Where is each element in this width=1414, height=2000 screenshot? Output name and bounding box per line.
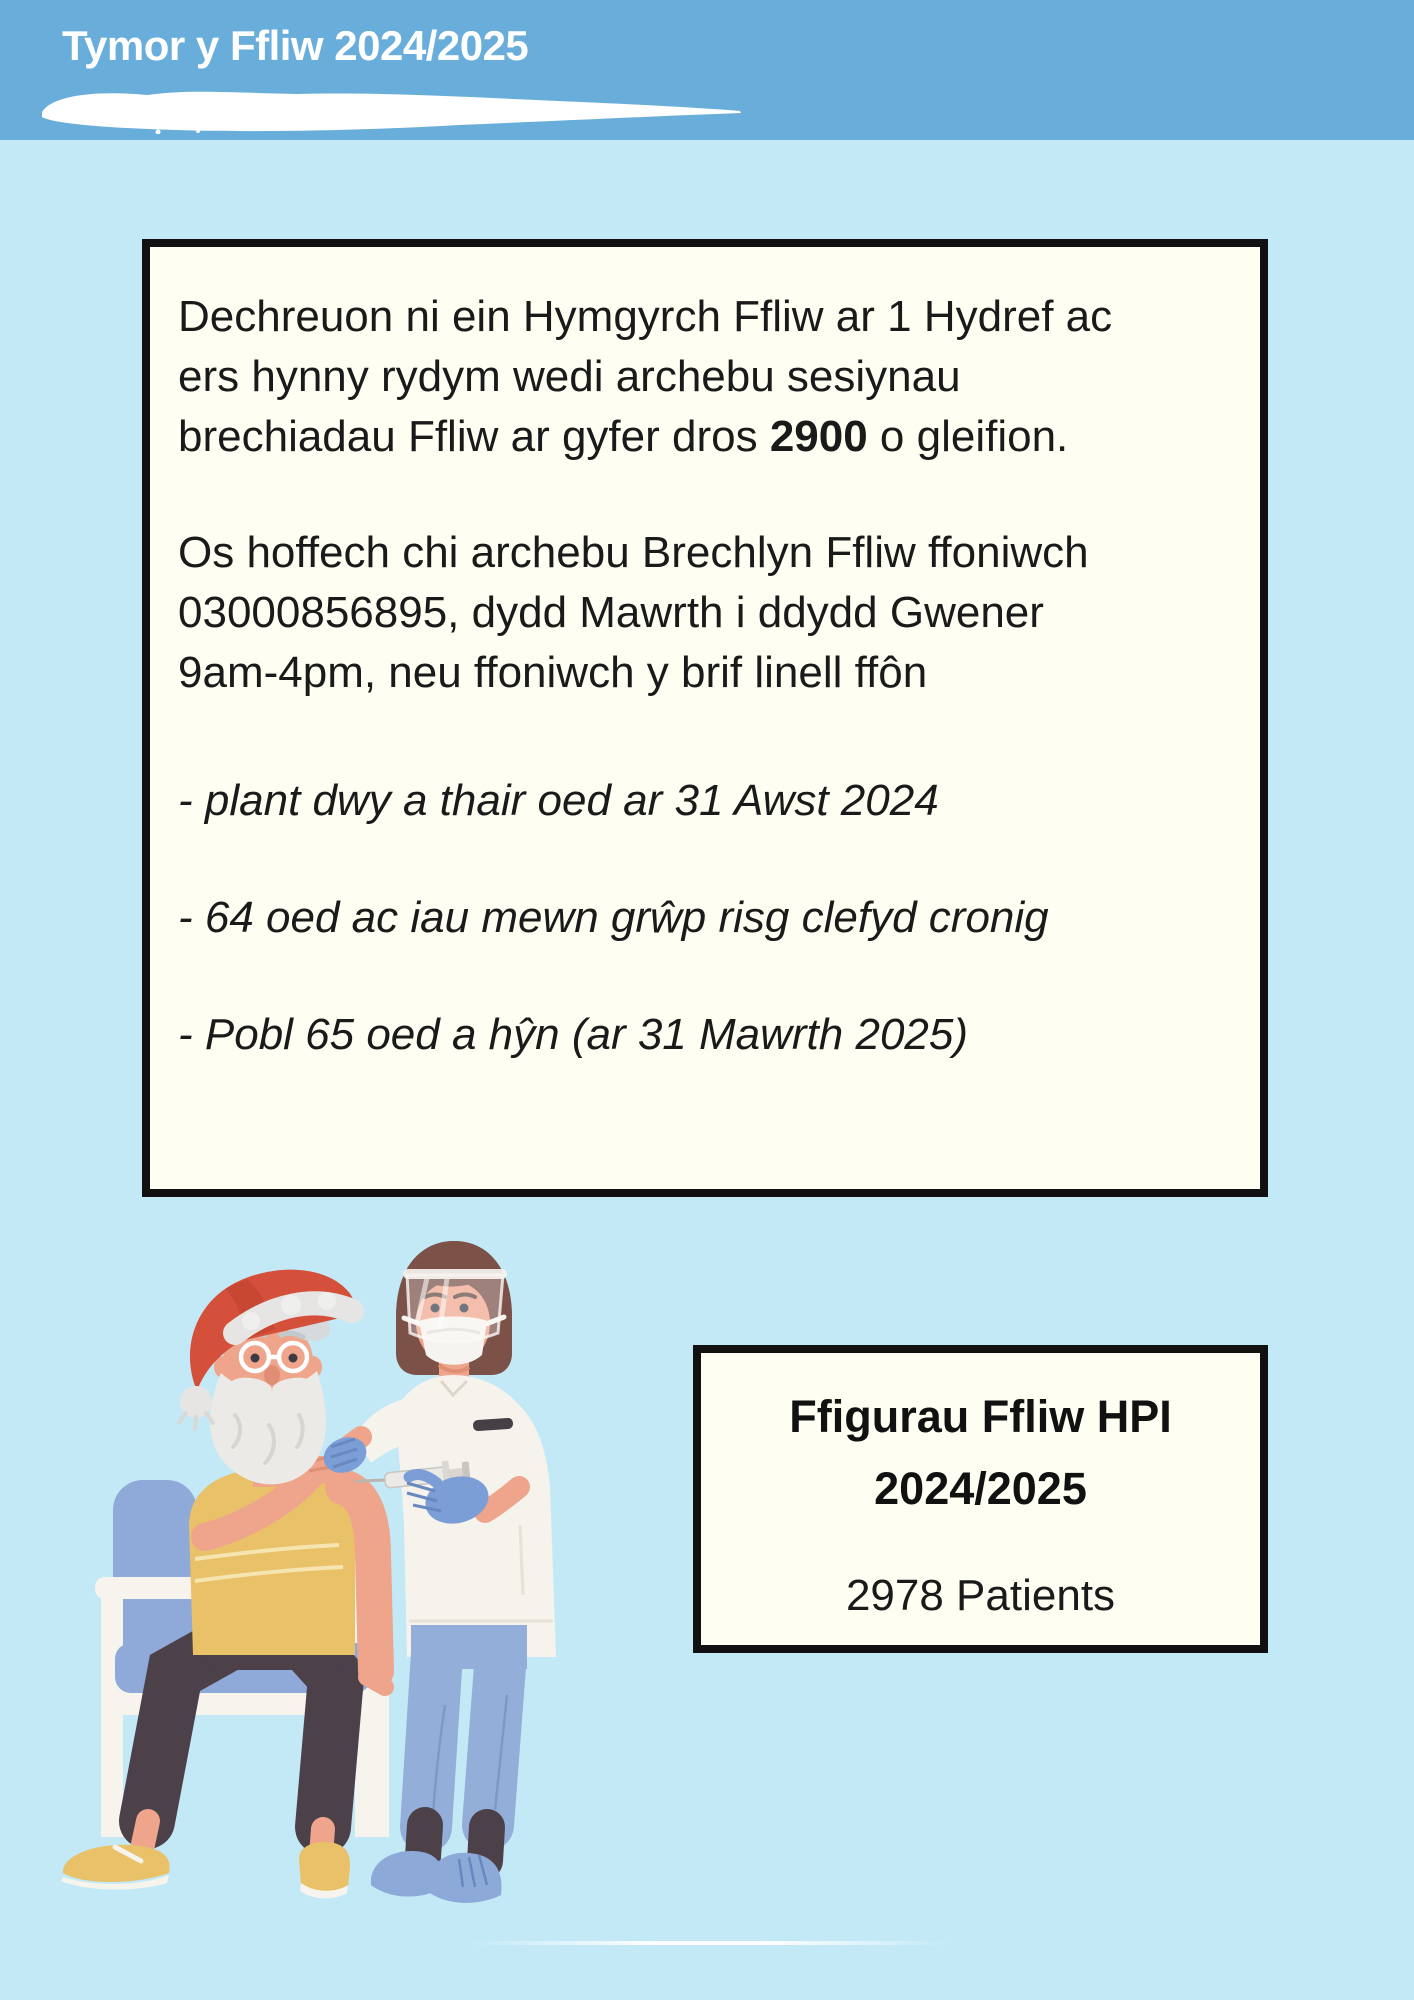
- text-segment: o gleifion.: [867, 412, 1069, 461]
- patient-count-highlight: 2900: [769, 412, 868, 461]
- figures-title-line1: Ffigurau Ffliw HPI: [789, 1391, 1172, 1442]
- text-segment: brechiadau Ffliw ar gyfer dros: [178, 412, 770, 461]
- brush-stroke-decoration: [38, 86, 748, 134]
- figures-box: [693, 1345, 1268, 1653]
- eligibility-bullet: - plant dwy a thair oed ar 31 Awst 2024: [178, 776, 939, 825]
- booking-paragraph: [178, 523, 1230, 703]
- paragraph-line: [178, 407, 1230, 467]
- paragraph-line: Os hoffech chi archebu Brechlyn Ffliw ffoniwch: [178, 528, 1089, 577]
- paragraph-line: Dechreuon ni ein Hymgyrch Ffliw ar 1 Hydref ac: [178, 292, 1113, 341]
- page-title: Tymor y Ffliw 2024/2025: [62, 22, 529, 69]
- phone-number-line: 03000856895, dydd Mawrth i ddydd Gwener: [178, 588, 1044, 637]
- paragraph-line: 9am-4pm, neu ffoniwch y brif linell ffôn: [178, 648, 928, 697]
- eligibility-bullet: - Pobl 65 oed a hŷn (ar 31 Mawrth 2025): [178, 1010, 969, 1059]
- figures-title-line2: 2024/2025: [874, 1463, 1087, 1514]
- paragraph-line: ers hynny rydym wedi archebu sesiynau: [178, 352, 961, 401]
- patients-count: 2978 Patients: [845, 1571, 1116, 1620]
- campaign-paragraph: [178, 287, 1230, 467]
- info-box: [142, 239, 1268, 1197]
- yellow-shoe: [299, 1842, 350, 1893]
- shine-line-decoration: [470, 1941, 950, 1945]
- eligibility-bullet: - 64 oed ac iau mewn grŵp risg clefyd cronig: [178, 893, 1049, 942]
- header-band: [0, 0, 1414, 140]
- nurse-vaccinating-santa-illustration: [55, 1225, 625, 1915]
